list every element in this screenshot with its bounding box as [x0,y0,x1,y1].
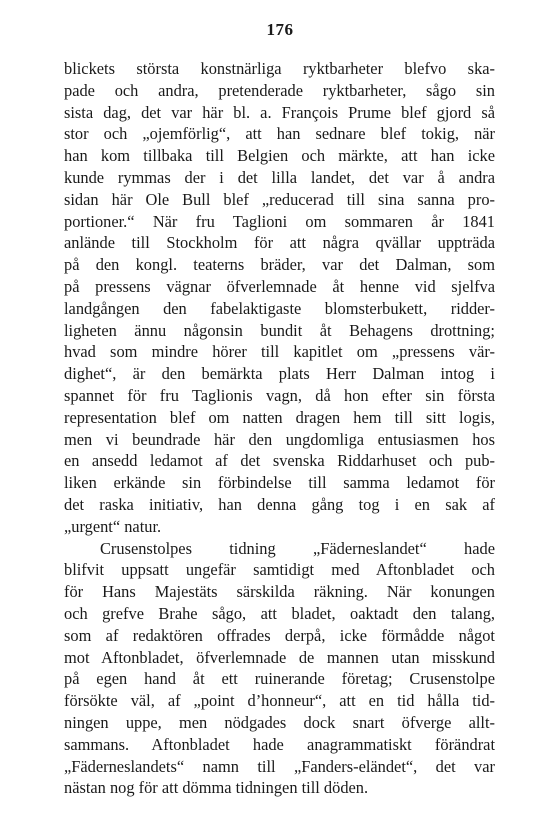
text-line: försökte väl, af „point d’honneur“, att en tid hålla tid- [64,691,495,711]
text-line: mot Aftonbladet, öfverlemnade de mannen utan misskund [64,647,495,667]
text-line: anlände till Stockholm för att några qvällar uppträda [64,233,495,253]
text-line: på den kongl. teaterns bräder, var det Dalman, som [64,255,495,275]
text-line: spannet för fru Taglionis vagn, då hon efter sin första [64,385,495,405]
text-line: hvad som mindre hörer till kapitlet om „pressens vär- [64,342,495,362]
text-line: det raska initiativ, han denna gång tog i en sak af [64,494,495,514]
text-line: portioner.“ När fru Taglioni om sommaren år 1841 [64,211,495,231]
text-line: som af redaktören offrades derpå, icke förmådde något [64,625,495,645]
body-text [64,58,495,799]
text-line: kunde rymmas der i det lilla landet, det var å andra [64,167,495,187]
text-line: han kom tillbaka till Belgien och märkte, att han icke [64,146,495,166]
text-line: ligheten ännu någonsin bundit åt Behagens drottning; [64,320,495,340]
text-line: och grefve Brahe sågo, att bladet, oaktadt den talang, [64,603,495,623]
text-line: blifvit uppsatt ungefär samtidigt med Aftonbladet och [64,560,495,580]
text-line: Crusenstolpes tidning „Fäderneslandet“ hade [100,538,495,558]
text-line: sidan här Ole Bull blef „reducerad till sina sanna pro- [64,189,495,209]
text-line: stor och „ojemförlig“, att han sednare blef tokig, när [64,124,495,144]
page-number: 176 [266,20,294,39]
text-line: en ansedd ledamot af det svenska Riddarhuset och pub- [64,451,495,471]
text-line: liken erkände sin förbindelse till samma ledamot för [64,473,495,493]
text-line: representation blef om natten dragen hem till sitt logis, [64,407,495,427]
text-line: „urgent“ natur. [64,516,162,536]
text-line: på pressens vägnar öfverlemnade åt henne vid sjelfva [64,276,495,296]
text-line: för Hans Majestäts särskilda räkning. När konungen [64,582,495,602]
text-line: „Fäderneslandets“ namn till „Fanders-eländet“, det var [64,756,495,776]
text-line: nästan nog för att dömma tidningen till döden. [64,778,369,798]
text-line: landgången den fabelaktigaste blomsterbukett, ridder- [64,298,495,318]
text-line: pade och andra, pretenderade ryktbarheter, sågo sin [64,80,495,100]
text-line: sammans. Aftonbladet hade anagrammatiskt förändrat [64,734,495,754]
text-line: men vi beundrade här den ungdomliga entusiasmen hos [64,429,495,449]
text-line: på egen hand åt ett ruinerande företag; Crusenstolpe [64,669,495,689]
text-line: ningen uppe, men nödgades dock snart öfverge allt- [64,712,495,732]
text-line: dighet“, är den bemärkta plats Herr Dalman intog i [64,364,495,384]
text-line: sista dag, det var här bl. a. François Prume blef gjord så [64,102,495,122]
text-line: blickets största konstnärliga ryktbarheter blefvo ska- [64,59,495,78]
